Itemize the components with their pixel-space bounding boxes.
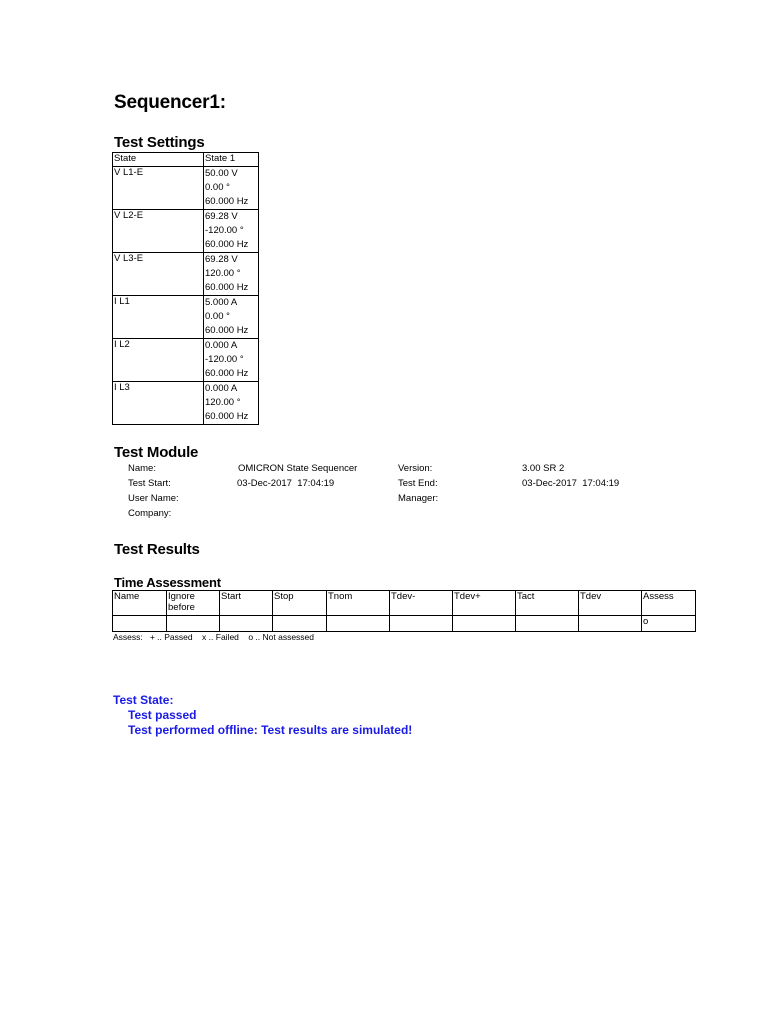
time-table-header-row xyxy=(113,591,696,616)
col-header-tdev: Tdev xyxy=(579,591,642,616)
test-results-heading: Test Results xyxy=(114,541,200,558)
settings-row-label: V L1-E xyxy=(113,167,204,210)
settings-angle: 120.00 ° xyxy=(205,397,241,408)
cell-tdev xyxy=(579,616,642,632)
settings-row-label: I L3 xyxy=(113,382,204,425)
settings-angle: -120.00 ° xyxy=(205,225,244,236)
settings-angle: 0.00 ° xyxy=(205,311,230,322)
settings-row-i-l1 xyxy=(113,296,259,339)
col-header-name: Name xyxy=(113,591,167,616)
settings-header-row xyxy=(113,153,259,167)
test-end-value: 03-Dec-2017 17:04:19 xyxy=(522,478,620,489)
settings-row-i-l3 xyxy=(113,382,259,425)
company-label: Company: xyxy=(128,508,172,519)
settings-angle: 0.00 ° xyxy=(205,182,230,193)
settings-header-state-1: State 1 xyxy=(204,153,259,167)
test-module-heading: Test Module xyxy=(114,444,199,461)
test-settings-table xyxy=(112,152,259,425)
cell-tdev-plus xyxy=(453,616,516,632)
test-start-value: 03-Dec-2017 17:04:19 xyxy=(237,478,335,489)
cell-tact xyxy=(516,616,579,632)
cell-tnom xyxy=(327,616,390,632)
cell-name xyxy=(113,616,167,632)
col-header-tnom: Tnom xyxy=(327,591,390,616)
test-end-label: Test End: xyxy=(398,478,438,489)
settings-angle: -120.00 ° xyxy=(205,354,244,365)
settings-row-v-l1-e xyxy=(113,167,259,210)
settings-magnitude: 69.28 V xyxy=(205,211,238,222)
document-title: Sequencer1: xyxy=(114,92,226,113)
col-header-tdev-plus: Tdev+ xyxy=(453,591,516,616)
settings-row-v-l3-e xyxy=(113,253,259,296)
version-value: 3.00 SR 2 xyxy=(522,463,565,474)
cell-stop xyxy=(273,616,327,632)
col-header-tact: Tact xyxy=(516,591,579,616)
settings-row-values xyxy=(204,382,259,425)
time-assessment-heading: Time Assessment xyxy=(114,575,221,590)
settings-row-values xyxy=(204,296,259,339)
settings-row-label: I L1 xyxy=(113,296,204,339)
table-row xyxy=(113,616,696,632)
test-settings-heading: Test Settings xyxy=(114,134,205,151)
settings-frequency: 60.000 Hz xyxy=(205,325,249,336)
settings-row-values xyxy=(204,210,259,253)
cell-tdev-minus xyxy=(390,616,453,632)
settings-row-label: I L2 xyxy=(113,339,204,382)
settings-frequency: 60.000 Hz xyxy=(205,282,249,293)
cell-start xyxy=(220,616,273,632)
test-state-offline-note: Test performed offline: Test results are simulated! xyxy=(128,723,413,737)
col-header-assess: Assess xyxy=(642,591,696,616)
settings-frequency: 60.000 Hz xyxy=(205,411,249,422)
settings-row-i-l2 xyxy=(113,339,259,382)
version-label: Version: xyxy=(398,463,433,474)
settings-row-values xyxy=(204,339,259,382)
settings-magnitude: 69.28 V xyxy=(205,254,238,265)
settings-magnitude: 5.000 A xyxy=(205,297,238,308)
cell-assess: o xyxy=(642,616,696,632)
settings-row-values xyxy=(204,167,259,210)
cell-ignore-before xyxy=(167,616,220,632)
test-state-passed: Test passed xyxy=(128,708,197,722)
settings-row-v-l2-e xyxy=(113,210,259,253)
test-state-heading: Test State: xyxy=(113,693,174,707)
name-value: OMICRON State Sequencer xyxy=(238,463,358,474)
settings-header-state: State xyxy=(113,153,204,167)
settings-row-values xyxy=(204,253,259,296)
test-start-label: Test Start: xyxy=(128,478,171,489)
col-header-stop: Stop xyxy=(273,591,327,616)
col-header-ignore-before: Ignore before xyxy=(167,591,220,616)
name-label: Name: xyxy=(128,463,156,474)
settings-frequency: 60.000 Hz xyxy=(205,196,249,207)
settings-frequency: 60.000 Hz xyxy=(205,368,249,379)
assess-legend: Assess: + .. Passed x .. Failed o .. Not assessed xyxy=(113,632,315,642)
settings-angle: 120.00 ° xyxy=(205,268,241,279)
time-assessment-table xyxy=(112,590,696,632)
manager-label: Manager: xyxy=(398,493,439,504)
settings-row-label: V L3-E xyxy=(113,253,204,296)
col-header-start: Start xyxy=(220,591,273,616)
settings-frequency: 60.000 Hz xyxy=(205,239,249,250)
user-name-label: User Name: xyxy=(128,493,179,504)
settings-magnitude: 0.000 A xyxy=(205,383,238,394)
settings-magnitude: 0.000 A xyxy=(205,340,238,351)
settings-magnitude: 50.00 V xyxy=(205,168,238,179)
col-header-tdev-minus: Tdev- xyxy=(390,591,453,616)
settings-row-label: V L2-E xyxy=(113,210,204,253)
